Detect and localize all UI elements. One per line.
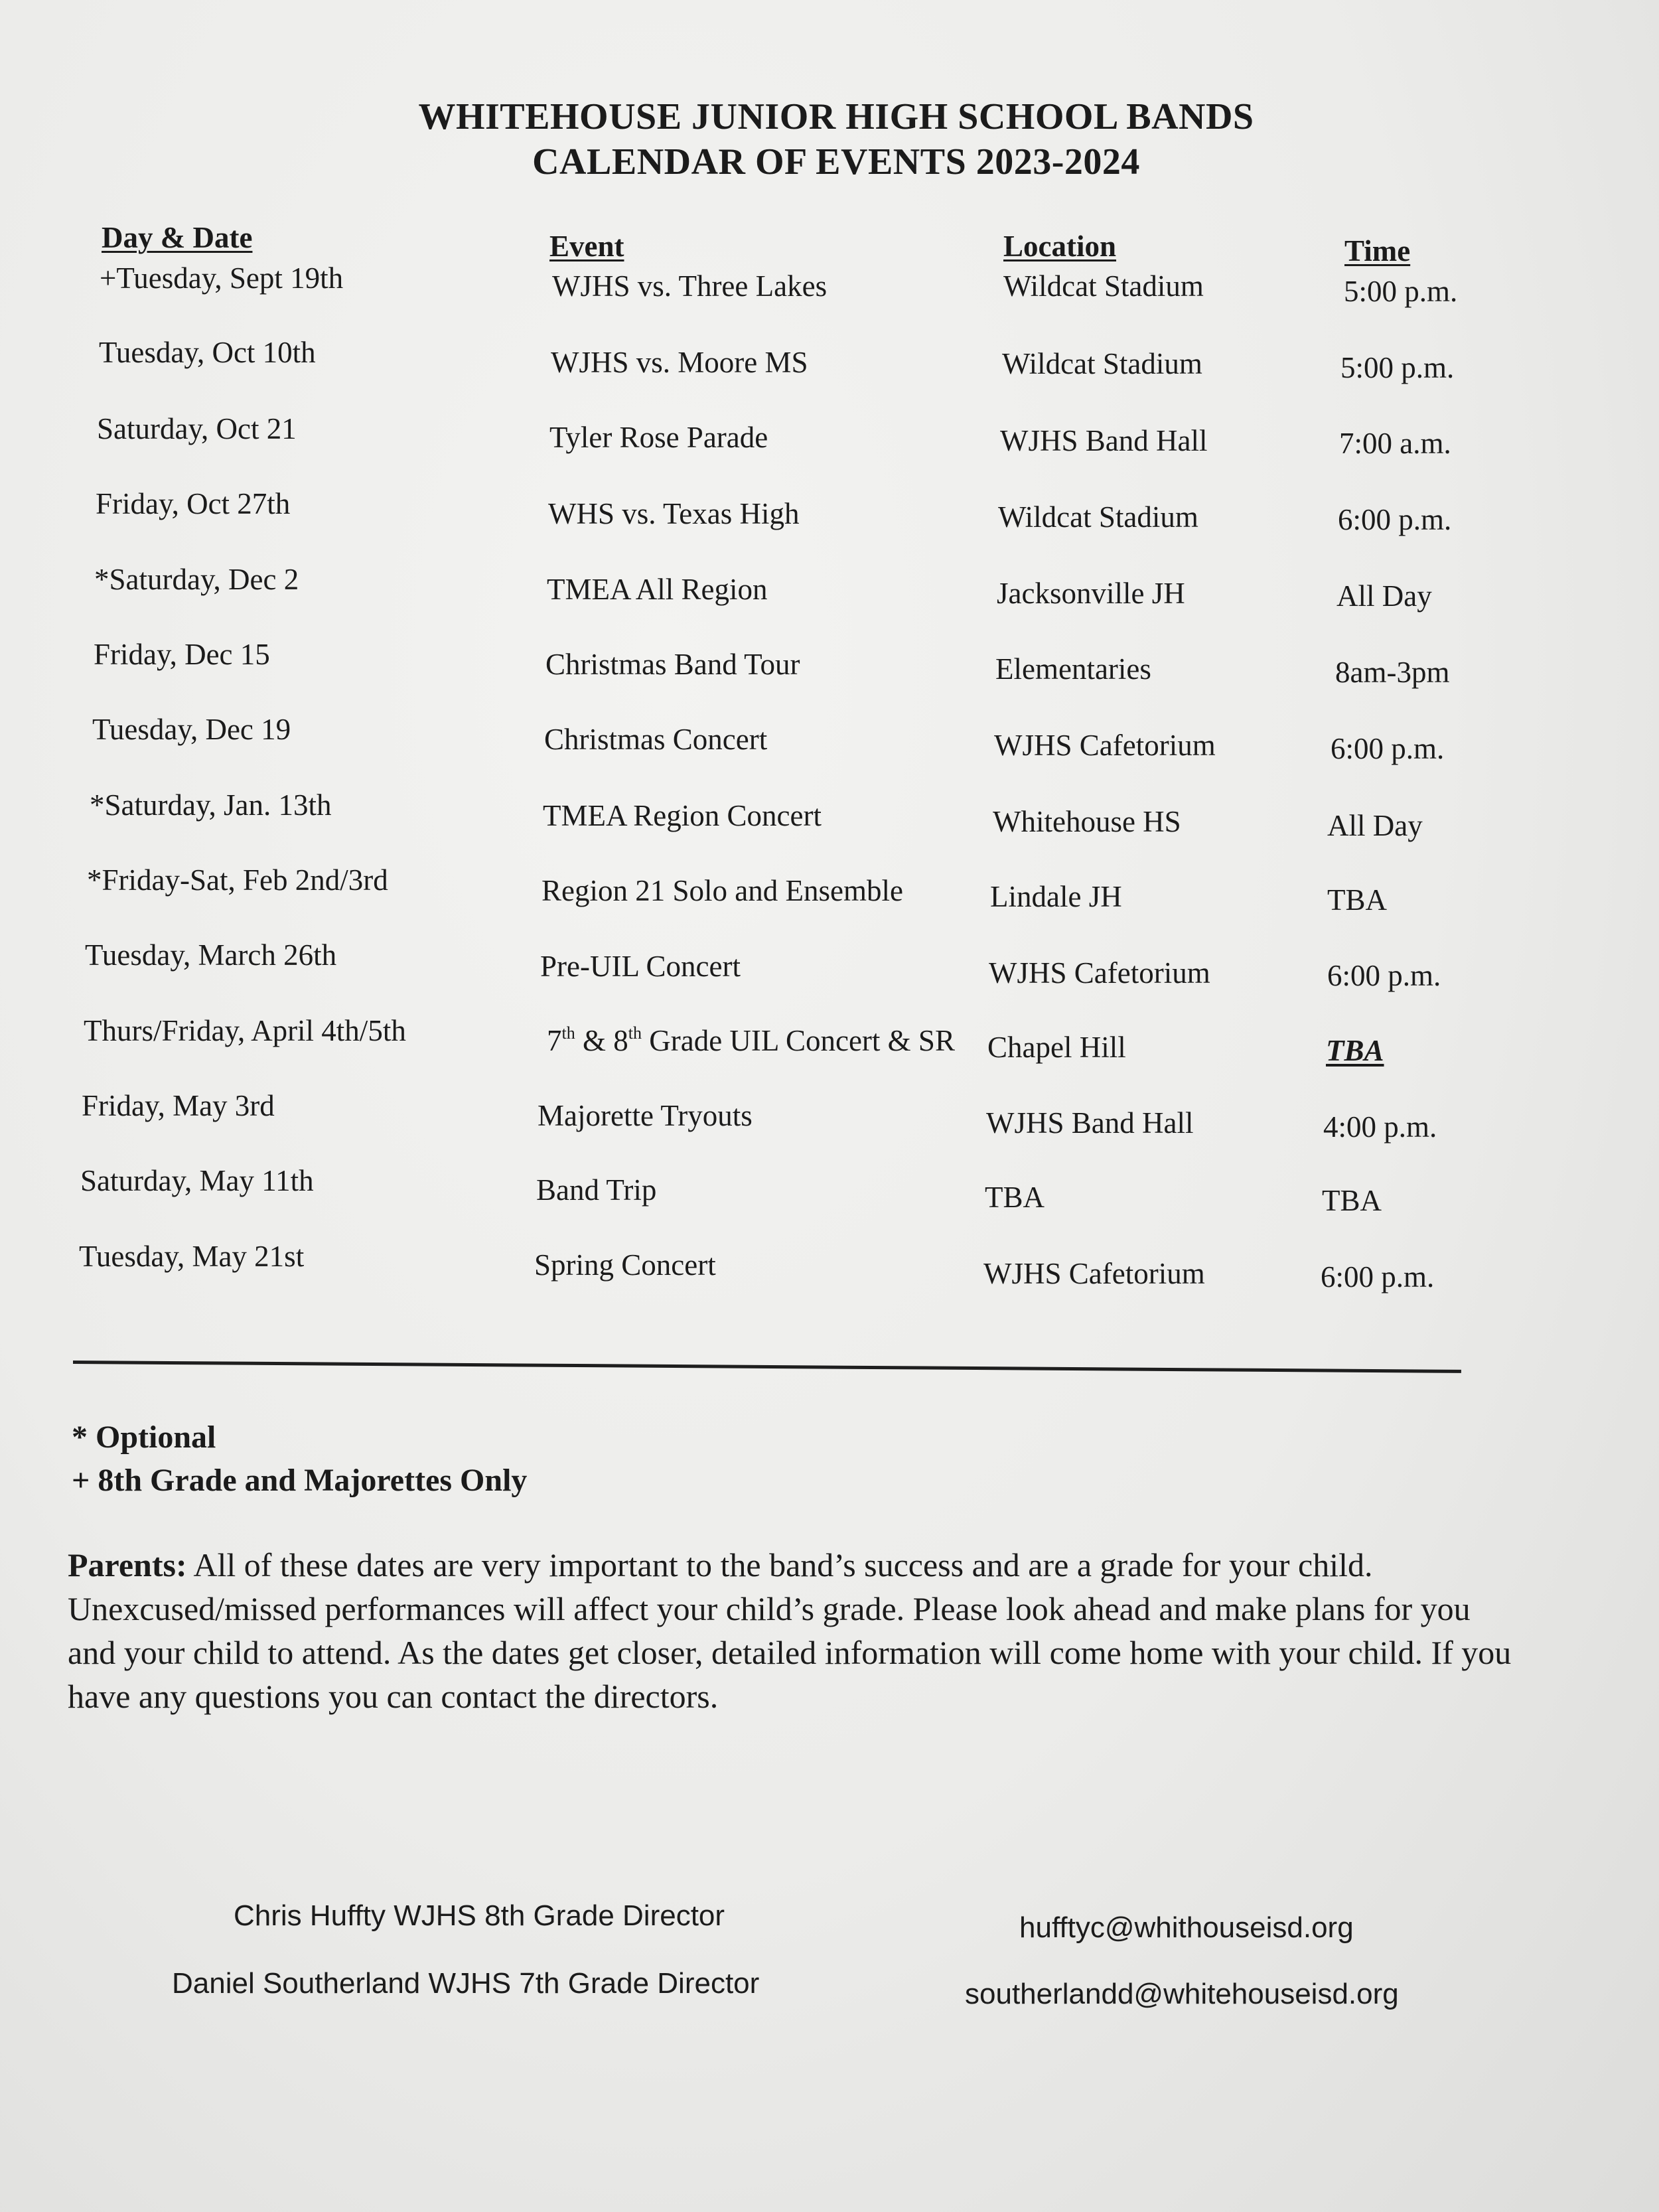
row-location: WJHS Band Hall	[1000, 424, 1208, 457]
row-date: *Saturday, Dec 2	[94, 563, 299, 596]
row-event: TMEA Region Concert	[543, 799, 822, 832]
row-time: TBA	[1327, 883, 1387, 917]
row-location: WJHS Cafetorium	[983, 1257, 1205, 1290]
row-date: Tuesday, Oct 10th	[99, 336, 316, 369]
row-location: TBA	[985, 1181, 1045, 1214]
row-event: Region 21 Solo and Ensemble	[541, 874, 903, 907]
row-time: 6:00 p.m.	[1331, 732, 1445, 765]
row-date: *Saturday, Jan. 13th	[90, 788, 332, 822]
row-date: *Friday-Sat, Feb 2nd/3rd	[87, 863, 388, 897]
row-date: Saturday, Oct 21	[97, 412, 297, 445]
row-location: Jacksonville JH	[997, 577, 1185, 610]
row-date: Tuesday, May 21st	[79, 1240, 305, 1273]
row-time: TBA	[1326, 1034, 1384, 1067]
row-location: WJHS Cafetorium	[994, 729, 1216, 762]
director-email-2: southerlandd@whitehouseisd.org	[965, 1978, 1399, 2010]
parents-text: All of these dates are very important to the band’s success and are a grade for your child. Unexcused/missed performances will affect your child’s grade. Please look ahead and make plans for you and your child to attend. As the dates get closer, detailed information will come home with your child. If you have any questions you can contact the directors.	[68, 1546, 1512, 1715]
parents-label: Parents:	[68, 1546, 187, 1584]
header-day-date: Day & Date	[102, 221, 253, 254]
header-event: Event	[549, 230, 624, 263]
row-location: Chapel Hill	[987, 1031, 1126, 1064]
row-location: Lindale JH	[990, 880, 1122, 913]
row-location: WJHS Band Hall	[986, 1106, 1194, 1140]
document-title-line-1: WHITEHOUSE JUNIOR HIGH SCHOOL BANDS	[418, 96, 1254, 137]
row-location: Wildcat Stadium	[1003, 269, 1204, 303]
row-date: Saturday, May 11th	[80, 1164, 314, 1197]
row-location: WJHS Cafetorium	[989, 956, 1210, 990]
row-date: +Tuesday, Sept 19th	[100, 261, 344, 295]
row-event: TMEA All Region	[547, 573, 768, 606]
row-time: 6:00 p.m.	[1338, 503, 1452, 536]
parents-note	[68, 1543, 1514, 1718]
row-event: 7th & 8th Grade UIL Concert & SR	[547, 1023, 955, 1057]
divider-line	[73, 1361, 1461, 1373]
row-time: 6:00 p.m.	[1321, 1260, 1435, 1293]
row-event: Christmas Band Tour	[545, 648, 800, 681]
director-name-2: Daniel Southerland WJHS 7th Grade Director	[172, 1967, 760, 2000]
row-date: Friday, Dec 15	[94, 638, 270, 671]
row-time: 4:00 p.m.	[1323, 1110, 1437, 1143]
header-time: Time	[1344, 234, 1411, 267]
row-event: Band Trip	[536, 1173, 657, 1207]
row-time: All Day	[1336, 579, 1432, 613]
row-event: WHS vs. Texas High	[548, 497, 800, 530]
director-email-1: hufftyc@whithouseisd.org	[1019, 1911, 1354, 1944]
row-event: Pre-UIL Concert	[540, 950, 741, 983]
row-time: 6:00 p.m.	[1327, 959, 1441, 992]
legend-eighth-grade: + 8th Grade and Majorettes Only	[72, 1463, 528, 1498]
row-location: Whitehouse HS	[993, 805, 1181, 838]
row-date: Friday, Oct 27th	[96, 487, 291, 520]
director-name-1: Chris Huffty WJHS 8th Grade Director	[234, 1899, 725, 1932]
row-time: 5:00 p.m.	[1340, 351, 1455, 384]
row-event: Spring Concert	[534, 1248, 716, 1282]
header-location: Location	[1003, 230, 1117, 263]
row-event: Tyler Rose Parade	[549, 421, 768, 454]
document-title-line-2: CALENDAR OF EVENTS 2023-2024	[532, 141, 1140, 183]
row-time: 7:00 a.m.	[1339, 427, 1451, 460]
row-time: 8am-3pm	[1335, 656, 1450, 689]
legend-optional: * Optional	[72, 1420, 216, 1455]
row-time: 5:00 p.m.	[1344, 275, 1458, 308]
row-location: Wildcat Stadium	[1002, 347, 1202, 380]
row-location: Wildcat Stadium	[998, 500, 1198, 534]
row-time: TBA	[1322, 1184, 1382, 1217]
row-date: Thurs/Friday, April 4th/5th	[84, 1014, 406, 1047]
row-event: WJHS vs. Moore MS	[551, 346, 808, 379]
row-date: Tuesday, March 26th	[85, 938, 337, 972]
row-event: WJHS vs. Three Lakes	[552, 269, 828, 303]
row-location: Elementaries	[995, 652, 1151, 686]
row-date: Tuesday, Dec 19	[92, 713, 291, 746]
row-event: Majorette Tryouts	[538, 1099, 753, 1132]
row-event: Christmas Concert	[544, 723, 768, 756]
row-date: Friday, May 3rd	[82, 1089, 275, 1122]
row-time: All Day	[1327, 809, 1423, 842]
